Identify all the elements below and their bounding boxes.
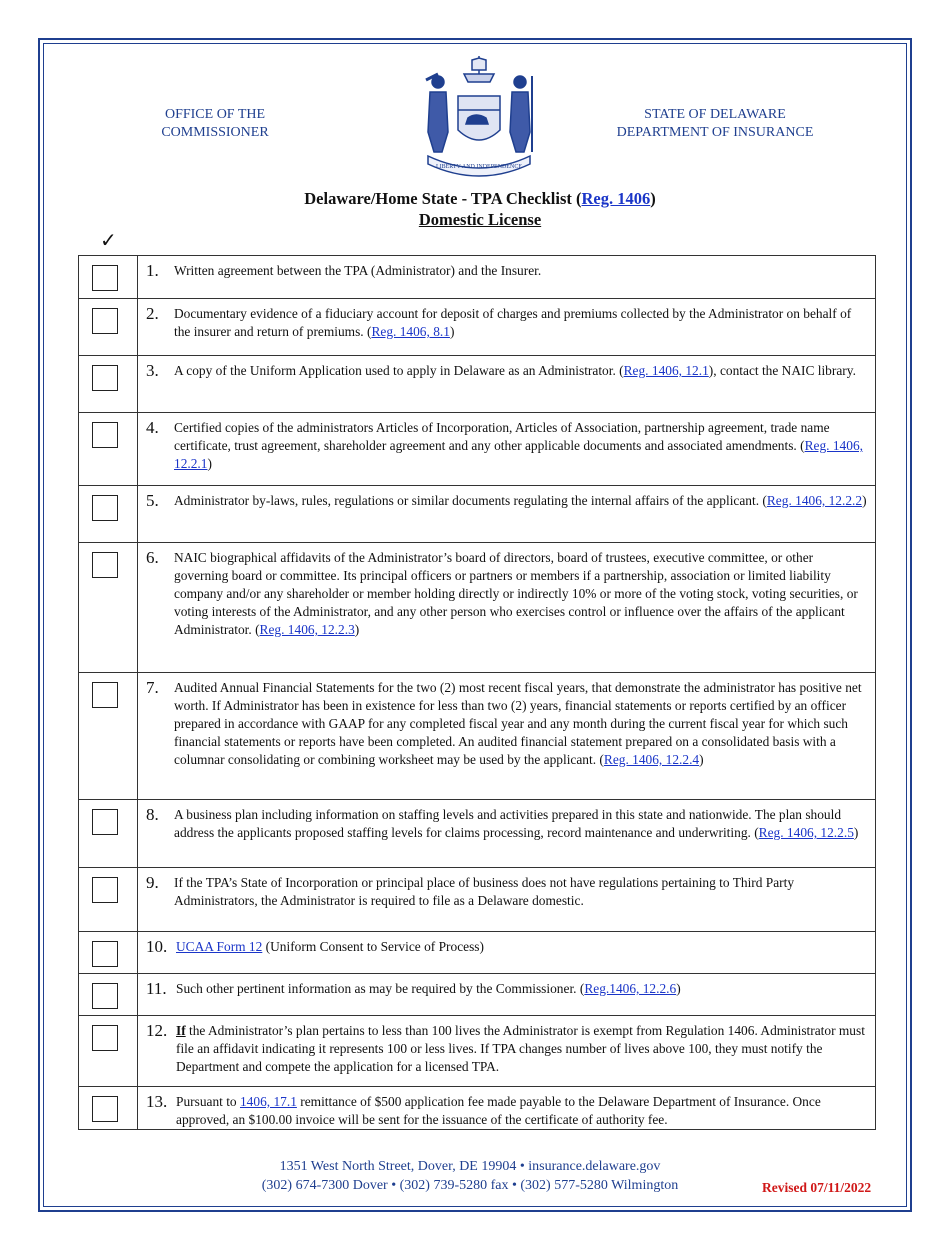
checkbox-cell (79, 256, 138, 299)
item-text-cell (138, 413, 876, 486)
item-checkbox[interactable] (92, 308, 118, 334)
office-line-1: OFFICE OF THE (164, 107, 266, 122)
item-description: Such other pertinent information as may be required by the Commissioner. (Reg.1406, 12.2.6) (176, 981, 681, 996)
regulation-link[interactable]: Reg. 1406, 12.2.1 (174, 438, 863, 471)
item-description: A copy of the Uniform Application used to apply in Delaware as an Administrator. (Reg. 1406, 12.1), contact the NAIC library. (174, 363, 856, 378)
revised-date: Revised 07/11/2022 (762, 1180, 872, 1195)
checkbox-cell (79, 673, 138, 800)
item-number: 13. (146, 1092, 168, 1111)
footer-address (220, 1157, 720, 1195)
item-checkbox[interactable] (92, 365, 118, 391)
checkbox-cell (79, 356, 138, 413)
page-subtitle: Domestic License (418, 210, 542, 229)
item-description: Documentary evidence of a fiduciary account for deposit of charges and premiums collected by the Administrator on behalf of the insurer and return of premiums. (Reg. 1406, 8.1) (174, 306, 852, 339)
item-description: NAIC biographical affidavits of the Administrator’s board of directors, board of trustees, executive committee, or other governing board or committee. Its principal officers or partners or members if a partnership, association or limited liability company and/or any shareholder or member holding directly or indirectly 10% or more of the voting stock, voting securities, or voting interests of the Administrator, and any other person who exercises control or influence over the affairs of the applicant Administrator. (Reg. 1406, 12.2.3) (174, 550, 858, 637)
item-checkbox[interactable] (92, 265, 118, 291)
item-text-cell (138, 932, 876, 974)
footer-line-1: 1351 West North Street, Dover, DE 19904 • insurance.delaware.gov (279, 1159, 661, 1174)
item-number: 7. (146, 678, 159, 697)
checklist-row (79, 486, 876, 543)
item-number: 5. (146, 491, 159, 510)
checklist-row (79, 1087, 876, 1130)
item-number: 11. (146, 979, 167, 998)
item-text-cell (138, 800, 876, 868)
item-number: 9. (146, 873, 159, 892)
page-title (200, 188, 760, 230)
checklist-row (79, 1016, 876, 1087)
checkbox-cell (79, 800, 138, 868)
checklist-row (79, 299, 876, 356)
regulation-link[interactable]: Reg. 1406, 8.1 (371, 324, 450, 339)
item-description: UCAA Form 12 (Uniform Consent to Service of Process) (176, 939, 484, 954)
item-checkbox[interactable] (92, 809, 118, 835)
item-text-cell (138, 299, 876, 356)
office-heading (150, 106, 280, 142)
department-heading (600, 106, 830, 142)
checkbox-cell (79, 543, 138, 673)
regulation-link[interactable]: Reg. 1406, 12.1 (623, 363, 709, 378)
checkbox-cell (79, 868, 138, 932)
item-checkbox[interactable] (92, 552, 118, 578)
item-text-cell (138, 673, 876, 800)
item-checkbox[interactable] (92, 682, 118, 708)
item-text-cell (138, 543, 876, 673)
item-text-cell (138, 1087, 876, 1130)
item-description: Written agreement between the TPA (Administrator) and the Insurer. (174, 263, 542, 278)
checklist-row (79, 673, 876, 800)
item-number: 3. (146, 361, 159, 380)
title-reg-link[interactable]: Reg. 1406 (581, 189, 651, 208)
item-checkbox[interactable] (92, 877, 118, 903)
checklist-row (79, 413, 876, 486)
item-text-cell (138, 868, 876, 932)
department-line: DEPARTMENT OF INSURANCE (616, 125, 814, 140)
checkbox-cell (79, 932, 138, 974)
checkbox-cell (79, 974, 138, 1016)
item-checkbox[interactable] (92, 1096, 118, 1122)
checklist-row (79, 868, 876, 932)
item-description: If the Administrator’s plan pertains to less than 100 lives the Administrator is exempt from Regulation 1406. Administrator must file an affidavit indicating it represents 100 or less lives. If TPA changes number of lives above 100, they must notify the Department and compete the application for a licensed TPA. (176, 1023, 865, 1074)
regulation-link[interactable]: Reg. 1406, 12.2.3 (259, 622, 355, 637)
regulation-link[interactable]: Reg. 1406, 12.2.2 (766, 493, 863, 508)
checkbox-cell (79, 299, 138, 356)
item-text-cell (138, 1016, 876, 1087)
item-text-cell (138, 256, 876, 299)
regulation-link[interactable]: UCAA Form 12 (176, 939, 263, 954)
seal-motto: LIBERTY AND INDEPENDENCE (435, 164, 523, 170)
regulation-link[interactable]: Reg. 1406, 12.2.4 (603, 752, 700, 767)
checkbox-cell (79, 413, 138, 486)
item-text-cell (138, 356, 876, 413)
checkbox-cell (79, 1087, 138, 1130)
checkbox-cell (79, 486, 138, 543)
item-number: 4. (146, 418, 159, 437)
item-checkbox[interactable] (92, 1025, 118, 1051)
item-checkbox[interactable] (92, 941, 118, 967)
item-number: 12. (146, 1021, 168, 1040)
checklist-table (78, 255, 876, 1130)
title-line: Delaware/Home State - TPA Checklist (Reg. 1406) (304, 189, 656, 208)
item-number: 10. (146, 937, 168, 956)
checklist-row (79, 356, 876, 413)
regulation-link[interactable]: Reg. 1406, 12.2.5 (758, 825, 854, 840)
office-line-2: COMMISSIONER (161, 125, 269, 140)
checklist-row (79, 800, 876, 868)
item-text-cell (138, 974, 876, 1016)
item-description: If the TPA’s State of Incorporation or principal place of business does not have regulations pertaining to Third Party Administrators, the Administrator is required to file as a Delaware domestic. (174, 875, 795, 908)
checklist-row (79, 543, 876, 673)
checkbox-cell (79, 1016, 138, 1087)
item-text-cell (138, 486, 876, 543)
checklist-row (79, 256, 876, 299)
item-description: Audited Annual Financial Statements for the two (2) most recent fiscal years, that demonstrate the administrator has positive net worth. If Administrator has been in existence for less than two (2) years, financial statements or reports certified by an officer prepared in accordance with GAAP for any completed fiscal year and any month during the current fiscal year for which such financial statements or reports have been completed. An audited financial statement prepared on a consolidated basis with a columnar consolidating or combining worksheet may be used by the applicant. (Reg. 1406, 12.2.4) (174, 680, 862, 767)
regulation-link[interactable]: Reg.1406, 12.2.6 (584, 981, 677, 996)
checklist-row (79, 974, 876, 1016)
state-line: STATE OF DELAWARE (644, 107, 786, 122)
item-checkbox[interactable] (92, 422, 118, 448)
item-number: 1. (146, 261, 159, 280)
item-description: Administrator by-laws, rules, regulations or similar documents regulating the internal affairs of the applicant. (Reg. 1406, 12.2.2) (174, 493, 867, 508)
checkmark-icon: ✓ (100, 230, 117, 252)
item-number: 8. (146, 805, 159, 824)
item-description: Pursuant to 1406, 17.1 remittance of $500 application fee made payable to the Delaware Department of Insurance. Once approved, an $100.00 invoice will be sent for the issuance of the certificate of authority fee. (176, 1094, 821, 1127)
item-number: 2. (146, 304, 159, 323)
checklist-row (79, 932, 876, 974)
item-description: A business plan including information on staffing levels and activities prepared in this state and nationwide. The plan should address the applicants proposed staffing levels for claims processing, record maintenance and underwriting. (Reg. 1406, 12.2.5) (174, 807, 859, 840)
item-number: 6. (146, 548, 159, 567)
delaware-seal-icon (414, 52, 544, 180)
item-checkbox[interactable] (92, 983, 118, 1009)
regulation-link[interactable]: 1406, 17.1 (239, 1094, 297, 1109)
item-description: Certified copies of the administrators Articles of Incorporation, Articles of Association, partnership agreement, trade name certificate, trust agreement, shareholder agreement and any other applicable documents and associated amendments. (Reg. 1406, 12.2.1) (174, 420, 863, 471)
footer-line-2: (302) 674-7300 Dover • (302) 739-5280 fax • (302) 577-5280 Wilmington (261, 1178, 679, 1193)
item-checkbox[interactable] (92, 495, 118, 521)
